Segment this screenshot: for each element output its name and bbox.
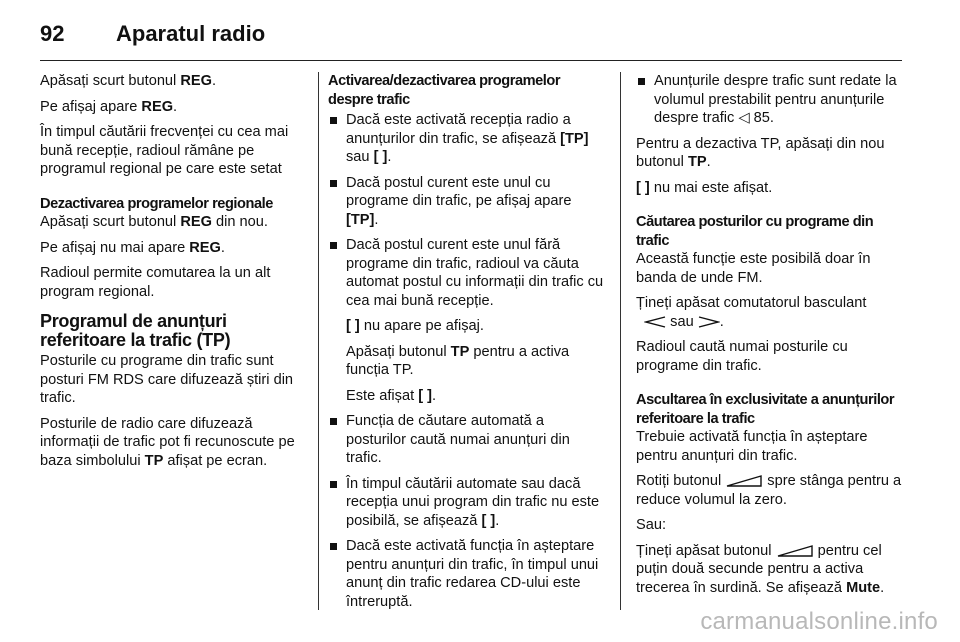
list-subitem: Este afișat [ ]. <box>346 387 437 404</box>
subheading-disable-regional: Dezactivarea programelor regionale <box>40 195 273 212</box>
header-rule <box>40 60 902 61</box>
column-middle <box>328 72 604 618</box>
list-item: Dacă este activată recepția radio a anunțurilor din trafic, se afișează [TP] sau [ ]. <box>328 111 604 167</box>
paragraph-tp-stations: Posturile cu programe din trafic sunt posturi FM RDS care difuzează știri din trafic. <box>40 353 294 406</box>
paragraph-reg-not-shown: Pe afișaj nu mai apare REG. <box>40 239 225 256</box>
paragraph-disable-tp: Pentru a dezactiva TP, apăsați din nou butonul TP. <box>636 135 885 170</box>
volume-knob-icon <box>725 475 763 487</box>
seek-right-icon <box>698 316 720 328</box>
paragraph-press-reg: Apăsați scurt butonul REG. <box>40 73 217 89</box>
paragraph-fm-only: Această funcție este posibilă doar în banda de unde FM. <box>636 251 871 286</box>
paragraph-or: Sau: <box>636 517 667 533</box>
column-left <box>40 72 308 477</box>
paragraph-hold-mute: Țineți apăsat butonul pentru cel puțin două secunde pentru a activa trecerea în surdină. Se afișează Mute. <box>636 542 885 596</box>
seek-left-icon <box>644 316 666 328</box>
list-item: Dacă postul curent este unul fără programe din trafic, radioul va căuta automat postul cu informații din trafic cu cea mai bună recepție. <box>328 236 604 310</box>
paragraph-rocker-switch: Țineți apăsat comutatorul basculant sau . <box>636 295 867 330</box>
subheading-toggle-traffic: Activarea/dezactivarea programelor despre trafic <box>328 73 561 108</box>
watermark: carmanualsonline.info <box>700 608 938 635</box>
page-reference-icon: ◁ <box>738 110 750 126</box>
paragraph-tp-off: [ ] nu mai este afișat. <box>636 179 773 196</box>
subheading-search-traffic: Căutarea posturilor cu programe din trafic <box>636 214 874 249</box>
paragraph-tp-symbol: Posturile de radio care difuzează informații de trafic pot fi recunoscute pe baza simbolului TP afișat pe ecran. <box>40 415 295 469</box>
list-item: Funcția de căutare automată a posturilor caută numai anunțuri din trafic. <box>328 412 604 468</box>
volume-knob-icon <box>776 545 814 557</box>
section-heading-tp: Programul de anunțuri referitoare la trafic (TP) <box>40 311 231 350</box>
paragraph-rotate-knob: Rotiți butonul spre stânga pentru a reduce volumul la zero. <box>636 473 902 508</box>
list-item: Anunțurile despre trafic sunt redate la volumul prestabilit pentru anunțurile despre trafic ◁ 85. <box>636 72 904 128</box>
paragraph-display-reg: Pe afișaj apare REG. <box>40 98 178 115</box>
list-item: Dacă este activată funcția în așteptare pentru anunțuri din trafic, în timpul unui anunț din trafic redarea CD-ului este întreruptă. <box>328 537 604 611</box>
paragraph-radio-searches: Radioul caută numai posturile cu programe din trafic. <box>636 339 848 374</box>
page-title: Aparatul radio <box>116 21 266 46</box>
paragraph-regional-switch: Radioul permite comutarea la un alt program regional. <box>40 265 271 300</box>
column-right <box>636 72 904 604</box>
subheading-exclusive-traffic: Ascultarea în exclusivitate a anunțurilor referitoare la trafic <box>636 392 895 427</box>
paragraph-standby-needed: Trebuie activată funcția în așteptare pentru anunțuri din trafic. <box>636 429 868 464</box>
paragraph-search-regional: În timpul căutării frecvenței cu cea mai bună recepție, radioul rămâne pe programul regional pe care este setat <box>40 124 289 177</box>
column-divider-2 <box>620 72 621 610</box>
page-header <box>40 16 265 52</box>
list-subitem: Apăsați butonul TP pentru a activa funcția TP. <box>346 343 570 378</box>
list-item: În timpul căutării automate sau dacă recepția unui program din trafic nu este posibilă, se afișează [ ]. <box>328 475 604 531</box>
column-divider-1 <box>318 72 319 610</box>
list-subitem: [ ] nu apare pe afișaj. <box>346 318 484 334</box>
page-number: 92 <box>40 21 65 46</box>
paragraph-press-reg-again: Apăsați scurt butonul REG din nou. <box>40 214 268 230</box>
list-item: Dacă postul curent este unul cu programe din trafic, pe afișaj apare [TP]. <box>328 174 604 230</box>
